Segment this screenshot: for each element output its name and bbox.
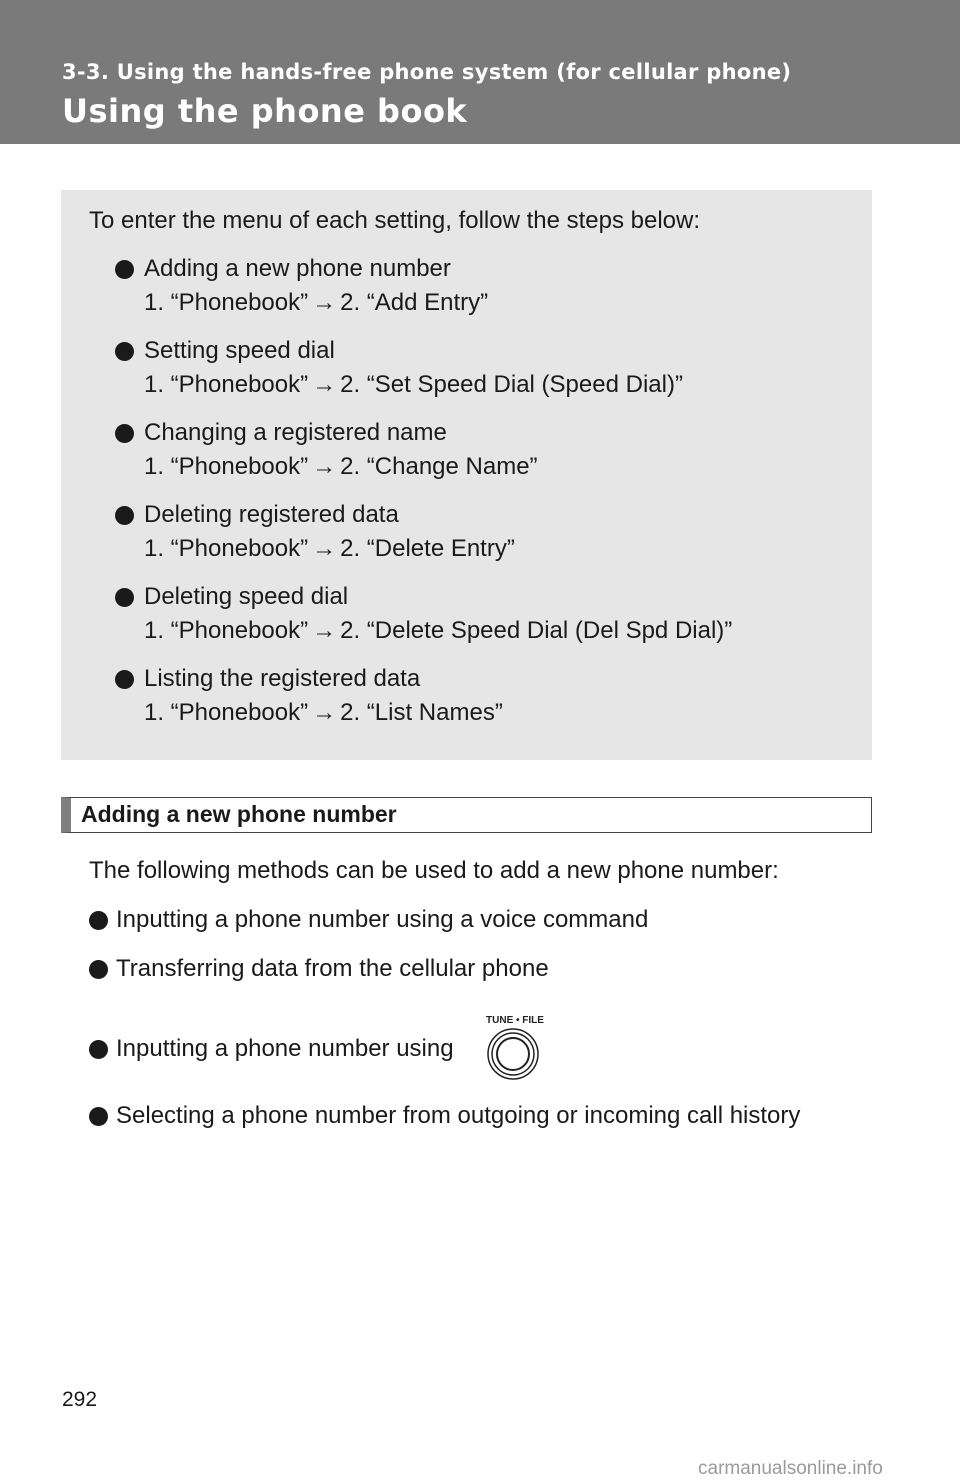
method-item [116, 952, 549, 986]
bullet-icon [115, 424, 134, 443]
menu-step-item [89, 662, 872, 730]
knob-label: TUNE • FILE [486, 1015, 544, 1026]
watermark: carmanualsonline.info [698, 1458, 883, 1479]
arrow-right-icon: → [312, 453, 337, 480]
page-header [0, 0, 960, 144]
methods-intro: The following methods can be used to add a new phone number: [89, 857, 779, 884]
page-title: Using the phone book [62, 92, 468, 130]
menu-step-path: 1. “Phonebook” → 2. “Set Speed Dial (Speed Dial)” [144, 371, 683, 398]
bullet-icon [89, 960, 108, 979]
method-text: Inputting a phone number using a voice command [116, 906, 649, 933]
menu-step-path: 1. “Phonebook” → 2. “Add Entry” [144, 289, 489, 316]
menu-step-item [89, 252, 872, 320]
method-item [116, 903, 648, 937]
menu-step-item [89, 334, 872, 402]
page-number: 292 [62, 1388, 98, 1411]
subsection-heading: Adding a new phone number [61, 797, 872, 833]
menu-step-title: Deleting speed dial [144, 583, 349, 610]
method-item [116, 1099, 800, 1133]
bullet-icon [115, 588, 134, 607]
menu-step-title: Adding a new phone number [144, 255, 451, 282]
menu-step-title: Setting speed dial [144, 337, 335, 364]
bullet-icon [89, 1040, 108, 1059]
arrow-right-icon: → [312, 535, 337, 562]
bullet-icon [89, 911, 108, 930]
bullet-icon [115, 670, 134, 689]
menu-step-title: Changing a registered name [144, 419, 447, 446]
menu-steps-box [61, 190, 872, 760]
bullet-icon [115, 342, 134, 361]
method-text: Inputting a phone number using [116, 1035, 454, 1062]
method-text: Selecting a phone number from outgoing or incoming call history [116, 1102, 801, 1129]
arrow-right-icon: → [312, 617, 337, 644]
menu-step-item [89, 416, 872, 484]
menu-step-title: Listing the registered data [144, 665, 421, 692]
menu-step-title: Deleting registered data [144, 501, 399, 528]
bullet-icon [115, 260, 134, 279]
tune-file-knob-icon [486, 1012, 544, 1082]
method-item [116, 1032, 454, 1066]
section-label: 3-3. Using the hands-free phone system (for cellular phone) [62, 60, 792, 84]
menu-steps-intro: To enter the menu of each setting, follow the steps below: [89, 207, 701, 234]
menu-step-path: 1. “Phonebook” → 2. “List Names” [144, 699, 503, 726]
arrow-right-icon: → [312, 289, 337, 316]
menu-step-item [89, 580, 872, 648]
menu-step-path: 1. “Phonebook” → 2. “Change Name” [144, 453, 538, 480]
arrow-right-icon: → [312, 371, 337, 398]
menu-step-path: 1. “Phonebook” → 2. “Delete Entry” [144, 535, 515, 562]
menu-step-path: 1. “Phonebook” → 2. “Delete Speed Dial (Del Spd Dial)” [144, 617, 733, 644]
method-text: Transferring data from the cellular phone [116, 955, 549, 982]
bullet-icon [89, 1107, 108, 1126]
menu-step-item [89, 498, 872, 566]
bullet-icon [115, 506, 134, 525]
arrow-right-icon: → [312, 699, 337, 726]
